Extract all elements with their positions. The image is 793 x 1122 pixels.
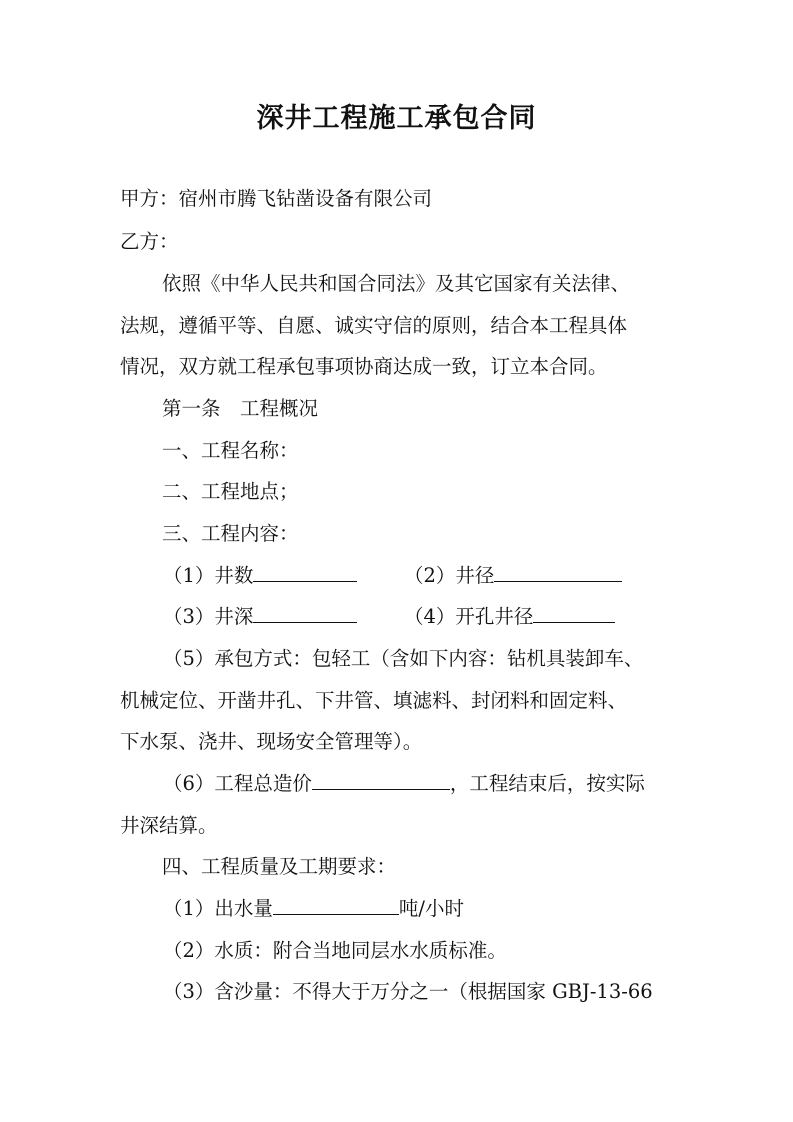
well-depth-line — [163, 603, 357, 631]
well-count-label: （1）井数 — [163, 564, 254, 587]
hole-diameter-label: （4）开孔井径 — [404, 605, 534, 628]
water-quality-line: （2）水质：附合当地同层水水质标准。 — [163, 939, 507, 962]
water-output-label: （1）出水量 — [163, 897, 273, 920]
quality-heading: 四、工程质量及工期要求： — [162, 855, 397, 878]
total-cost-suffix: ，工程结束后，按实际 — [449, 772, 645, 795]
party-a-line: 甲方：宿州市腾飞钻凿设备有限公司 — [120, 187, 433, 210]
article-heading: 第一条 工程概况 — [162, 397, 319, 420]
page-title: 深井工程施工承包合同 — [256, 103, 537, 134]
well-depth-blank[interactable] — [253, 604, 357, 623]
contract-mode-line-3: 下水泵、浇井、现场安全管理等）。 — [120, 730, 423, 753]
project-name-line: 一、工程名称： — [162, 439, 299, 462]
well-diameter-line — [404, 562, 622, 590]
total-cost-line-2: 井深结算。 — [120, 814, 218, 837]
preamble-line-1: 依照《中华人民共和国合同法》及其它国家有关法律、 — [162, 272, 631, 295]
contract-mode-line-1: （5）承包方式：包轻工（含如下内容：钻机具装卸车、 — [163, 647, 644, 670]
sand-content-line: （3）含沙量：不得大于万分之一（根据国家 GBJ-13-66 — [163, 980, 653, 1003]
total-cost-line — [163, 770, 645, 798]
water-output-line — [163, 895, 464, 923]
water-output-blank[interactable] — [273, 896, 399, 915]
total-cost-label: （6）工程总造价 — [163, 772, 312, 795]
hole-diameter-line — [404, 603, 615, 631]
water-output-unit: 吨/小时 — [398, 897, 464, 920]
preamble-line-3: 情况，双方就工程承包事项协商达成一致，订立本合同。 — [120, 355, 608, 378]
hole-diameter-blank[interactable] — [533, 604, 615, 623]
total-cost-blank[interactable] — [312, 771, 450, 790]
party-b-line: 乙方： — [120, 230, 179, 253]
preamble-line-2: 法规，遵循平等、自愿、诚实守信的原则，结合本工程具体 — [120, 314, 628, 337]
contract-mode-line-2: 机械定位、开凿井孔、下井管、填滤料、封闭料和固定料、 — [120, 689, 628, 712]
well-count-line — [163, 562, 357, 590]
well-depth-label: （3）井深 — [163, 605, 254, 628]
project-content-line: 三、工程内容： — [162, 522, 299, 545]
well-count-blank[interactable] — [253, 563, 357, 582]
project-location-line: 二、工程地点； — [162, 480, 299, 503]
well-diameter-label: （2）井径 — [404, 564, 495, 587]
well-diameter-blank[interactable] — [494, 563, 622, 582]
